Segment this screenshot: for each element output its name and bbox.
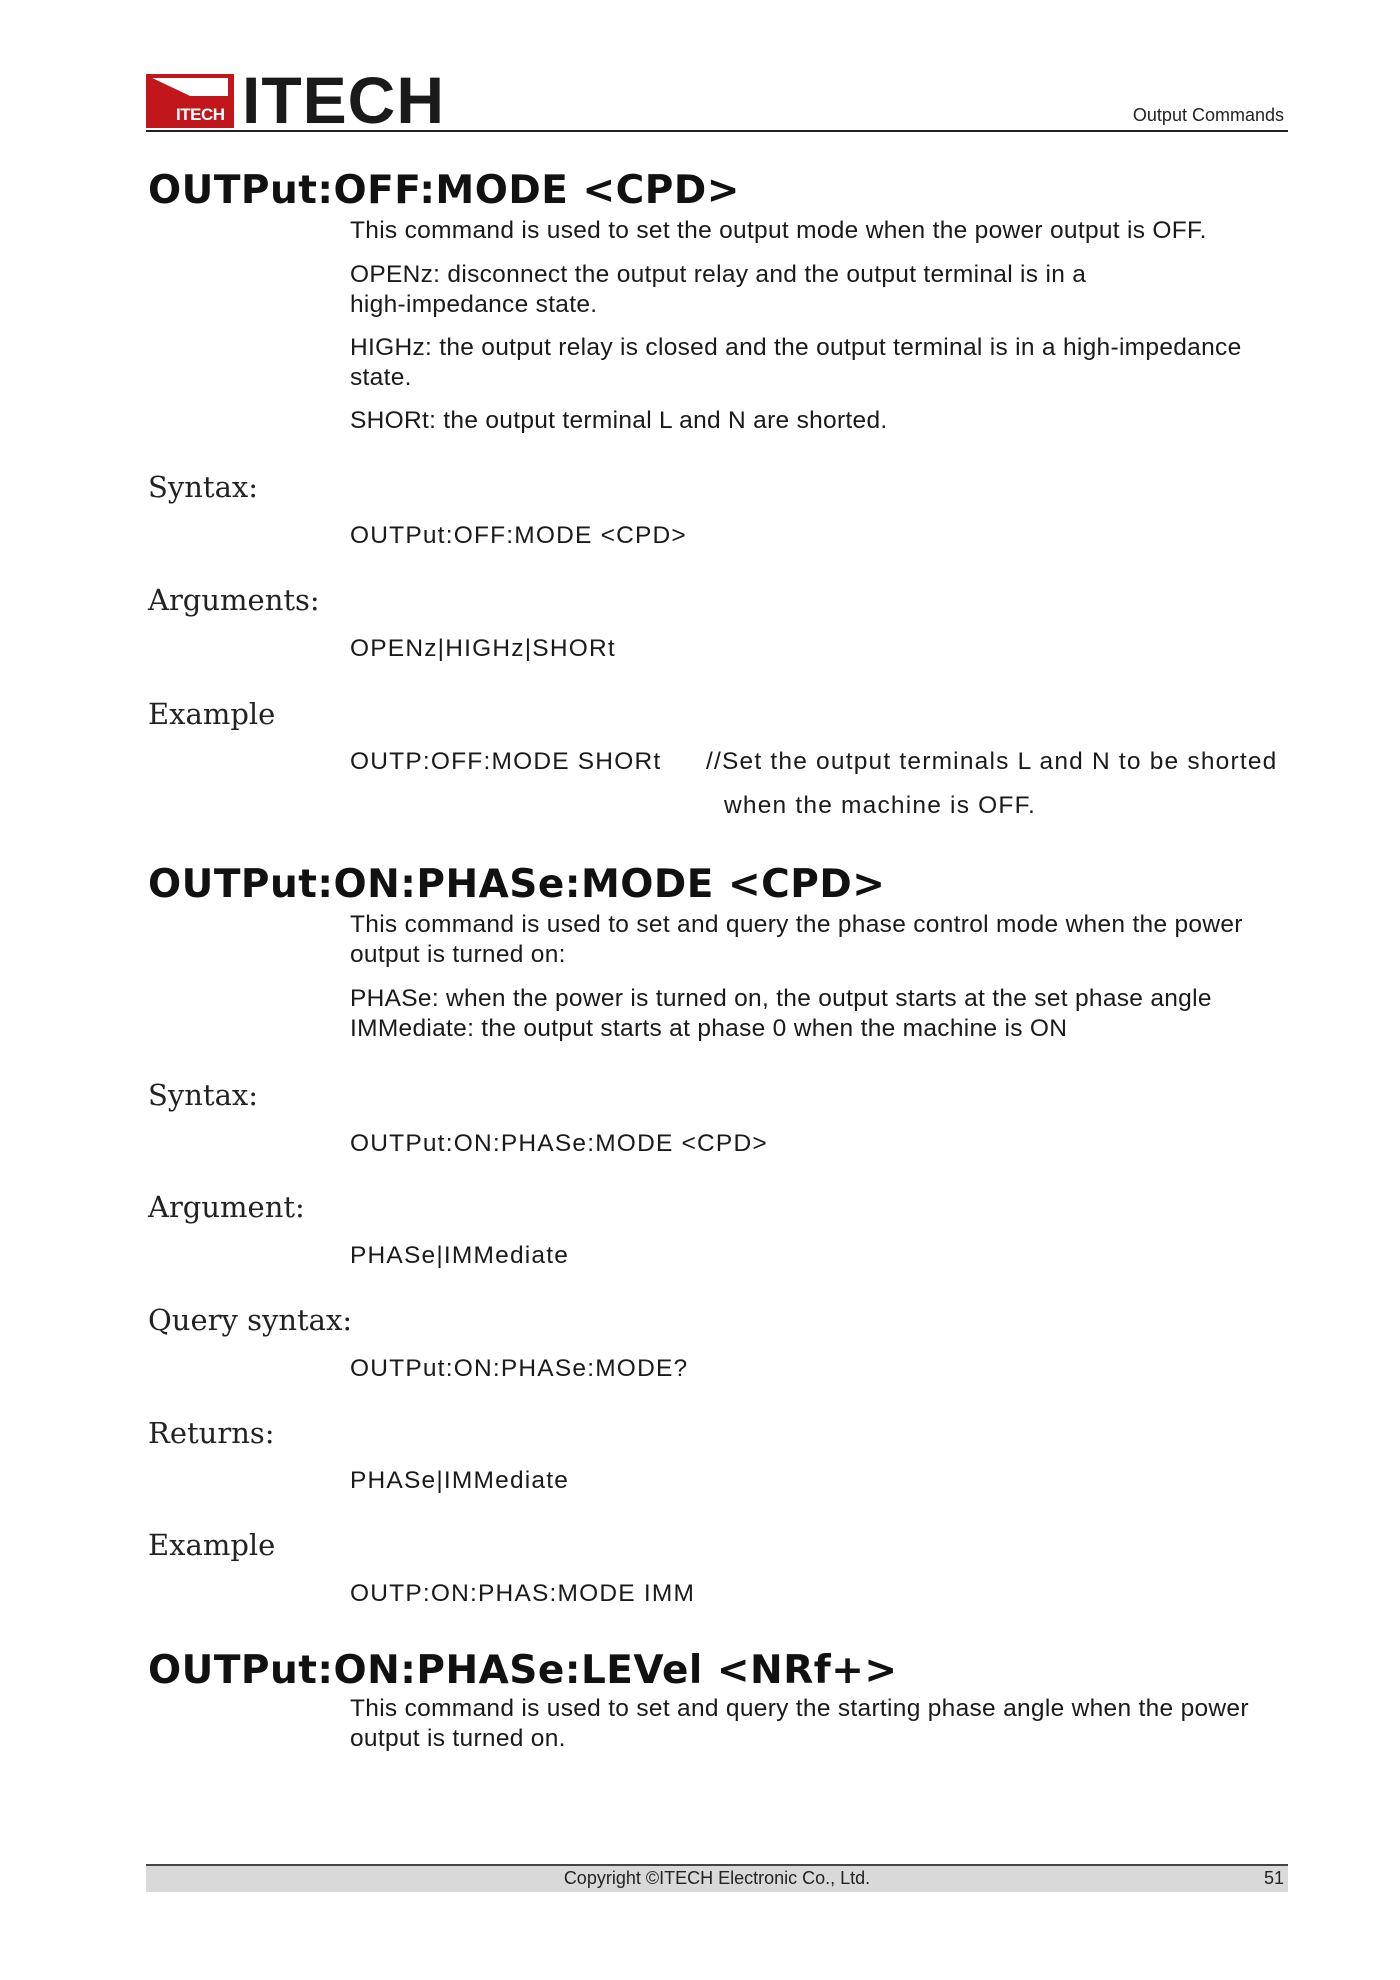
argument-label: Argument:: [148, 1190, 305, 1224]
description-line: This command is used to set and query the starting phase angle when the power output is turned on.: [350, 1695, 1249, 1752]
description-line: OPENz: disconnect the output relay and the output terminal is in a high-impedance state.: [350, 261, 1087, 318]
syntax-value: OUTPut:OFF:MODE <CPD>: [350, 522, 687, 549]
logo-wordmark: ITECH: [242, 63, 445, 137]
syntax-value: OUTPut:ON:PHASe:MODE <CPD>: [350, 1130, 768, 1157]
command-heading-output-on-phase-level: OUTPut:ON:PHASe:LEVel <NRf+>: [148, 1648, 898, 1693]
itech-logo: [146, 63, 445, 137]
argument-value: PHASe|IMMediate: [350, 1242, 570, 1269]
page-footer: [146, 1864, 1288, 1892]
syntax-label: Syntax:: [148, 470, 258, 504]
command-heading-output-off-mode: OUTPut:OFF:MODE <CPD>: [148, 168, 740, 213]
query-syntax-label: Query syntax:: [148, 1303, 353, 1337]
description-line: This command is used to set the output mode when the power output is OFF.: [350, 217, 1207, 244]
logo-mark: [146, 74, 234, 128]
returns-label: Returns:: [148, 1416, 275, 1450]
example-comment: //Set the output terminals L and N to be shorted: [706, 748, 1278, 775]
example-command: OUTP:OFF:MODE SHORt: [350, 748, 662, 775]
query-syntax-value: OUTPut:ON:PHASe:MODE?: [350, 1355, 689, 1382]
page-header: [146, 63, 1288, 137]
description-line: This command is used to set and query the phase control mode when the power output is turned on:: [350, 911, 1243, 968]
arguments-label: Arguments:: [148, 583, 320, 617]
command-heading-output-on-phase-mode: OUTPut:ON:PHASe:MODE <CPD>: [148, 862, 886, 907]
example-label: Example: [148, 1528, 276, 1562]
footer-copyright: Copyright ©ITECH Electronic Co., Ltd.: [563, 1868, 871, 1888]
example-comment-continued: when the machine is OFF.: [724, 792, 1037, 819]
description-line: HIGHz: the output relay is closed and the output terminal is in a high-impedance state.: [350, 334, 1242, 391]
returns-value: PHASe|IMMediate: [350, 1467, 570, 1494]
arguments-value: OPENz|HIGHz|SHORt: [350, 635, 616, 662]
description-line: SHORt: the output terminal L and N are shorted.: [350, 407, 888, 434]
page-number: 51: [1263, 1868, 1284, 1888]
syntax-label: Syntax:: [148, 1078, 258, 1112]
description-line: IMMediate: the output starts at phase 0 when the machine is ON: [350, 1015, 1068, 1042]
description-line: PHASe: when the power is turned on, the output starts at the set phase angle: [350, 985, 1212, 1012]
example-label: Example: [148, 697, 276, 731]
section-title: Output Commands: [1132, 105, 1284, 125]
logo-mark-text: ITECH: [176, 105, 225, 124]
example-command: OUTP:ON:PHAS:MODE IMM: [350, 1580, 696, 1607]
